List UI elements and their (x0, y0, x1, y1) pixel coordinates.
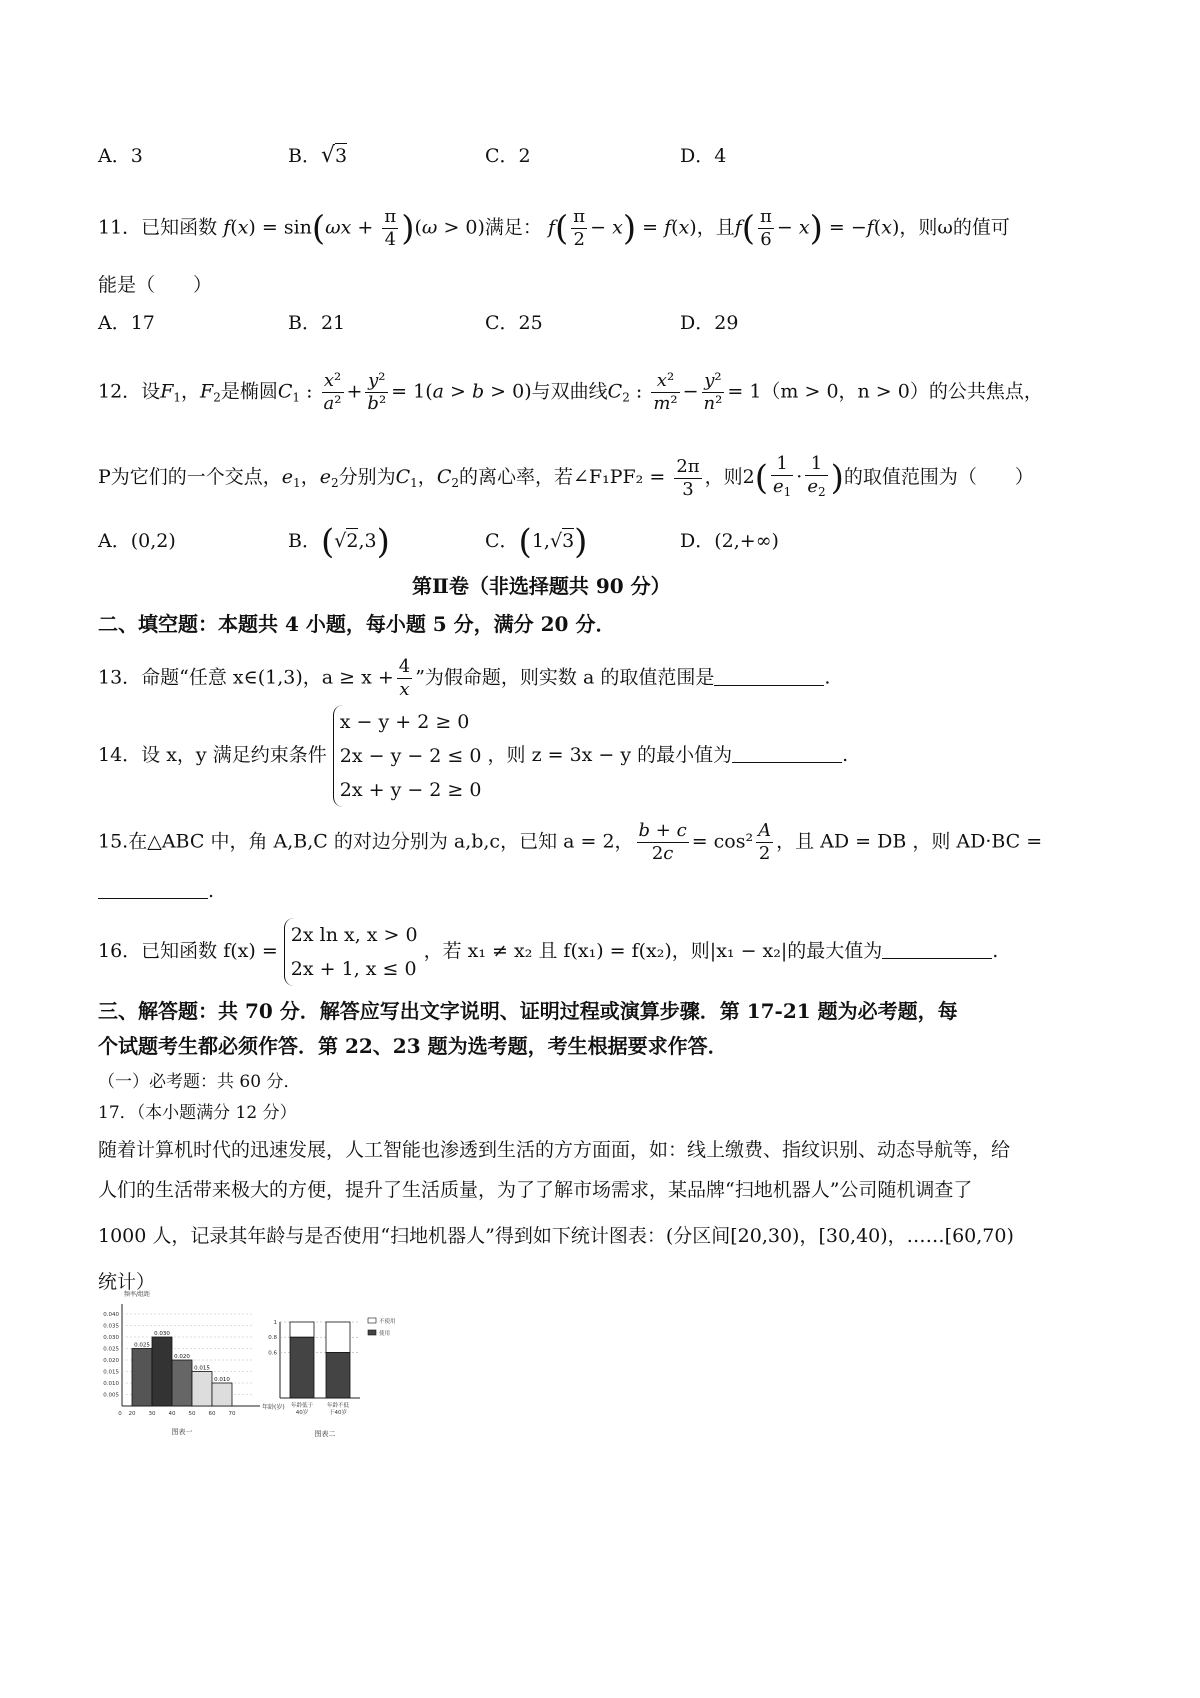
q11-option-d: D．29 (680, 312, 739, 334)
y-tick-label: 1 (273, 1320, 277, 1326)
y-tick-label: 0.010 (103, 1381, 119, 1387)
histogram-bar (152, 1337, 172, 1406)
histogram-bar (132, 1349, 152, 1407)
section2-title: 二、填空题：本题共 4 小题，每小题 5 分，满分 20 分． (98, 612, 616, 636)
q13-stem: 13．命题“任意 x∈(1,3)，a ≥ x + $\frac{4}{x}$ ”为假命题，则实数 a 的取值范围是 . (98, 656, 831, 700)
x-category-label-cont: 于40岁 (329, 1410, 347, 1416)
q16-case-1: 2x ln x, x > 0 (290, 924, 418, 946)
bar-segment-not-using (290, 1322, 314, 1337)
y-axis-label: 频率/组距 (124, 1291, 151, 1298)
x-tick-label: 70 (228, 1411, 236, 1417)
q10-option-b: B．√3 (288, 143, 348, 168)
q12-stem-2: P为它们的一个交点，$e_1$，$e_2$分别为$C_1$，$C_2$的离心率，若∠F₁PF₂ = $\frac{2\pi}{3}$ ，则2( $\frac{1}{e_1}$ · $\frac{1}{e_2}$ )的取值范围为（ ） (98, 453, 1034, 500)
q17-line-3: 1000 人，记录其年龄与是否使用“扫地机器人”得到如下统计图表：(分区间[20,30)，[30,40)，……[60,70) (98, 1225, 1014, 1247)
bar-data-label: 0.030 (154, 1331, 170, 1337)
q16-answer-blank[interactable] (882, 940, 992, 959)
q10-option-c: C．2 (485, 145, 531, 167)
x-axis-label: 年龄(岁) (262, 1404, 285, 1411)
chart-title: 图表一 (171, 1428, 193, 1436)
y-tick-label: 0.020 (103, 1358, 119, 1364)
q14-constraint-2: 2x − y − 2 ≤ 0 (339, 745, 482, 767)
histogram-bar (212, 1383, 232, 1406)
y-tick-label: 0.035 (103, 1323, 119, 1330)
section3-line1: 三、解答题：共 70 分．解答应写出文字说明、证明过程或演算步骤．第 17-21 题为必考题，每 (98, 999, 958, 1023)
histogram-bar (192, 1372, 212, 1407)
q17-line-2: 人们的生活带来极大的方便，提升了生活质量，为了了解市场需求，某品牌“扫地机器人”公司随机调查了 (98, 1179, 973, 1201)
q11-option-a: A．17 (98, 312, 155, 334)
x-tick-label: 40 (168, 1411, 176, 1417)
bar-data-label: 0.020 (174, 1354, 190, 1360)
legend-label-using: 使用 (379, 1331, 391, 1337)
legend-swatch-using (368, 1330, 376, 1335)
q15-answer-line: . (98, 878, 1120, 904)
q14-stem: 14．设 x，y 满足约束条件 x − y + 2 ≥ 0 2x − y − 2 ≤ 0 2x + y − 2 ≥ 0 ，则 z = 3x − y 的最小值为 . (98, 705, 1120, 807)
q17-line-4: 统计） (98, 1271, 156, 1293)
q14-constraint-3: 2x + y − 2 ≥ 0 (339, 779, 482, 801)
q12-option-d: D．(2,+∞) (680, 530, 779, 552)
bar-segment-not-using (326, 1322, 350, 1352)
q13-answer-blank[interactable] (714, 667, 824, 686)
bar-data-label: 0.025 (134, 1342, 150, 1349)
q17-head: 17．（本小题满分 12 分） (98, 1103, 297, 1123)
q14-answer-blank[interactable] (732, 744, 842, 763)
q10-option-d: D．4 (680, 145, 727, 167)
chart-title: 图表二 (314, 1430, 336, 1438)
chart-histogram (92, 1288, 285, 1438)
bar-data-label: 0.010 (214, 1377, 230, 1383)
q12-option-b: B．(√2,3) (288, 522, 390, 562)
x-tick-label: 0 (118, 1411, 122, 1417)
y-tick-label: 0.030 (103, 1335, 119, 1341)
q12-option-a: A．(0,2) (98, 530, 176, 552)
q11-stem: 11．已知函数 f(x) = sin(ωx + $\frac{\pi}{4}$ )(ω > 0)满足： f( $\frac{\pi}{2}$ − x) = f(x)，且f( $\frac{\pi}{6}$ − x) = −f(x)，则ω的值可 (98, 206, 1010, 250)
q16-case-2: 2x + 1, x ≤ 0 (290, 958, 417, 980)
bar-data-label: 0.015 (194, 1365, 210, 1372)
q12-stem: 12．设$F_1$，$F_2$是椭圆$C_1$ : $\frac{\text{x²}}{\text{a²}}$ + $\frac{\text{y²}}{\text{b²}}$ = 1(a > b > 0)与双曲线$C_2$ : $\frac{\text{x²}}{\text{m²}}$ − $\frac{\text{y²}}{\text{n²}}$ = 1（m > 0，n > 0）的公共焦点， (98, 370, 1043, 414)
q10-option-a: A．3 (98, 145, 143, 167)
q16-piecewise (284, 918, 418, 986)
y-tick-label: 0.005 (103, 1392, 119, 1399)
q15-answer-blank[interactable] (98, 880, 208, 899)
q17-line-1: 随着计算机时代的迅速发展，人工智能也渗透到生活的方方面面，如：线上缴费、指纹识别、动态导航等，给 (98, 1139, 1011, 1161)
part2-title: 第Ⅱ卷（非选择题共 90 分） (412, 574, 671, 598)
x-category-label: 年龄不低 (326, 1403, 350, 1409)
y-tick-label: 0.8 (268, 1335, 277, 1342)
x-category-label-cont: 40岁 (295, 1410, 309, 1416)
bar-segment-using (326, 1352, 350, 1398)
chart-stacked-svg (268, 1308, 418, 1438)
q12-option-c: C．(1,√3) (485, 522, 588, 562)
y-tick-label: 0.015 (103, 1369, 119, 1376)
x-category-label: 年龄低于 (290, 1403, 314, 1409)
y-tick-label: 0.040 (103, 1312, 119, 1318)
q11-option-c: C．25 (485, 312, 543, 334)
x-tick-label: 50 (188, 1411, 196, 1417)
sub1: （一）必考题：共 60 分． (98, 1072, 301, 1092)
y-tick-label: 0.025 (103, 1346, 119, 1353)
chart-histogram-svg (92, 1288, 285, 1438)
x-tick-label: 60 (208, 1411, 216, 1417)
q14-constraint-1: x − y + 2 ≥ 0 (339, 711, 470, 733)
q15-stem: 15.在△ABC 中，角 A,B,C 的对边分别为 a,b,c，已知 a = 2， $\frac{b + c}{2c}$ = cos² $\frac{A}{2}$ ，且 AD = DB ，则 AD·BC = (98, 820, 1043, 864)
bar-segment-using (290, 1337, 314, 1398)
q11-option-b: B．21 (288, 312, 346, 334)
legend-label-not-using: 不使用 (379, 1319, 396, 1325)
x-tick-label: 20 (128, 1411, 136, 1417)
chart-stacked-bars (268, 1308, 418, 1438)
legend-swatch-not-using (368, 1318, 376, 1323)
q11-stem-end: 能是（ ） (98, 274, 213, 296)
q16-stem: 16．已知函数 f(x) = 2x ln x, x > 0 2x + 1, x ≤ 0 ，若 x₁ ≠ x₂ 且 f(x₁) = f(x₂)，则|x₁ − x₂|的最大值为 . (98, 918, 1120, 986)
histogram-bar (172, 1360, 192, 1406)
y-tick-label: 0.6 (268, 1350, 277, 1357)
q17-paragraph (98, 1130, 1118, 1302)
section3-line2: 个试题考生都必须作答．第 22、23 题为选考题，考生根据要求作答． (98, 1034, 728, 1058)
q14-constraint-system (333, 705, 482, 807)
x-tick-label: 30 (148, 1411, 156, 1417)
